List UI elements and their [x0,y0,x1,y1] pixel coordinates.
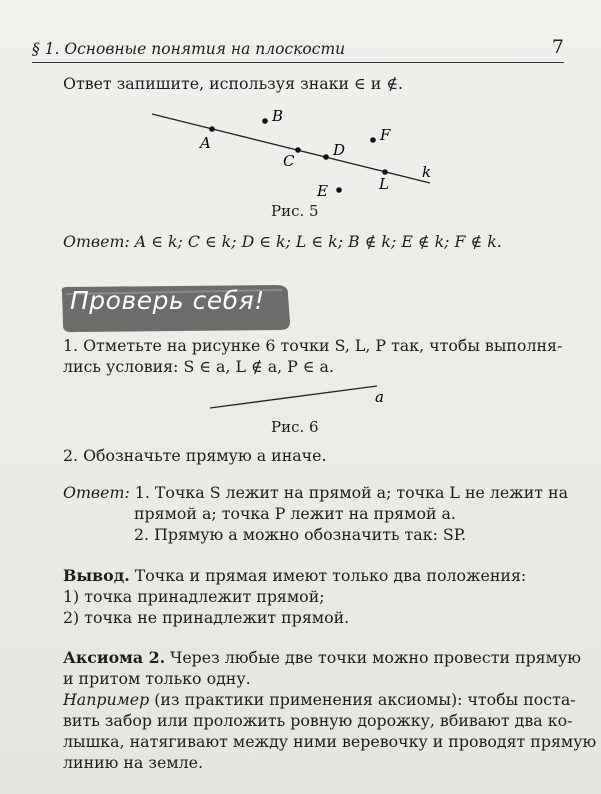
conclusion-line [63,566,526,585]
badge-text: Проверь себя! [70,286,265,315]
example-text-1: (из практики применения аксиомы): чтобы поста- [149,690,576,709]
section-title: § 1. Основные понятия на плоскости [32,40,346,58]
line-a [210,386,377,408]
answer-5-label: Ответ: [63,232,130,251]
figure-5 [140,100,460,200]
conclusion-text: Точка и прямая имеют только два положения: [129,566,527,585]
label-B: B [272,107,284,125]
label-L: L [379,175,389,193]
line-k [152,114,430,183]
conclusion-label: Вывод. [63,566,130,585]
example-line-4: линию на земле. [63,753,204,772]
point-L [382,169,388,175]
axiom-text-1: Через любые две точки можно провести прямую [165,648,581,667]
answer-line-3: 2. Прямую a можно обозначить так: SP. [134,525,467,544]
label-A: A [200,134,211,152]
axiom-line-2: и притом только одну. [63,669,251,688]
running-header [32,38,564,63]
answer-5-text: A ∈ k; C ∈ k; D ∈ k; L ∈ k; B ∉ k; E ∉ k; F ∉ k. [129,232,502,251]
label-E: E [317,182,328,200]
conclusion-item-1: 1) точка принадлежит прямой; [63,587,325,606]
label-F: F [380,126,391,144]
label-C: C [283,152,295,170]
point-F [370,137,376,143]
figure-6-caption: Рис. 6 [271,418,319,436]
axiom-line-1 [63,648,581,667]
answer-line-2: прямой a; точка P лежит на прямой a. [134,504,456,523]
answer-text-1: 1. Точка S лежит на прямой a; точка L не лежит на [129,483,568,502]
point-B [262,118,268,124]
answer-label: Ответ: [63,483,130,502]
intro-line: Ответ запишите, используя знаки ∈ и ∉. [63,74,404,93]
example-line-1 [63,690,576,709]
answer-line-1 [63,483,568,502]
task-1-line-2: лись условия: S ∈ a, L ∉ a, P ∈ a. [63,357,334,376]
point-C [295,147,301,153]
page-number: 7 [551,36,564,58]
point-E [336,187,342,193]
point-A [209,126,215,132]
label-D: D [333,141,346,159]
figure-5-caption: Рис. 5 [271,202,319,220]
answer-5 [63,232,502,251]
label-a: a [375,388,384,406]
figure-6 [205,378,405,418]
task-2: 2. Обозначьте прямую a иначе. [63,446,327,465]
task-1-line-1: 1. Отметьте на рисунке 6 точки S, L, P так, чтобы выполня- [63,336,563,355]
point-D [323,154,329,160]
check-yourself-badge [56,282,296,334]
axiom-label: Аксиома 2. [63,648,166,667]
example-label: Например [63,690,150,709]
label-k: k [422,163,432,181]
conclusion-item-2: 2) точка не принадлежит прямой. [63,608,350,627]
example-line-3: лышка, натягивают между ними веревочку и проводят прямую [63,732,597,751]
example-line-2: вить забор или проложить ровную дорожку, вбивают два ко- [63,711,573,730]
